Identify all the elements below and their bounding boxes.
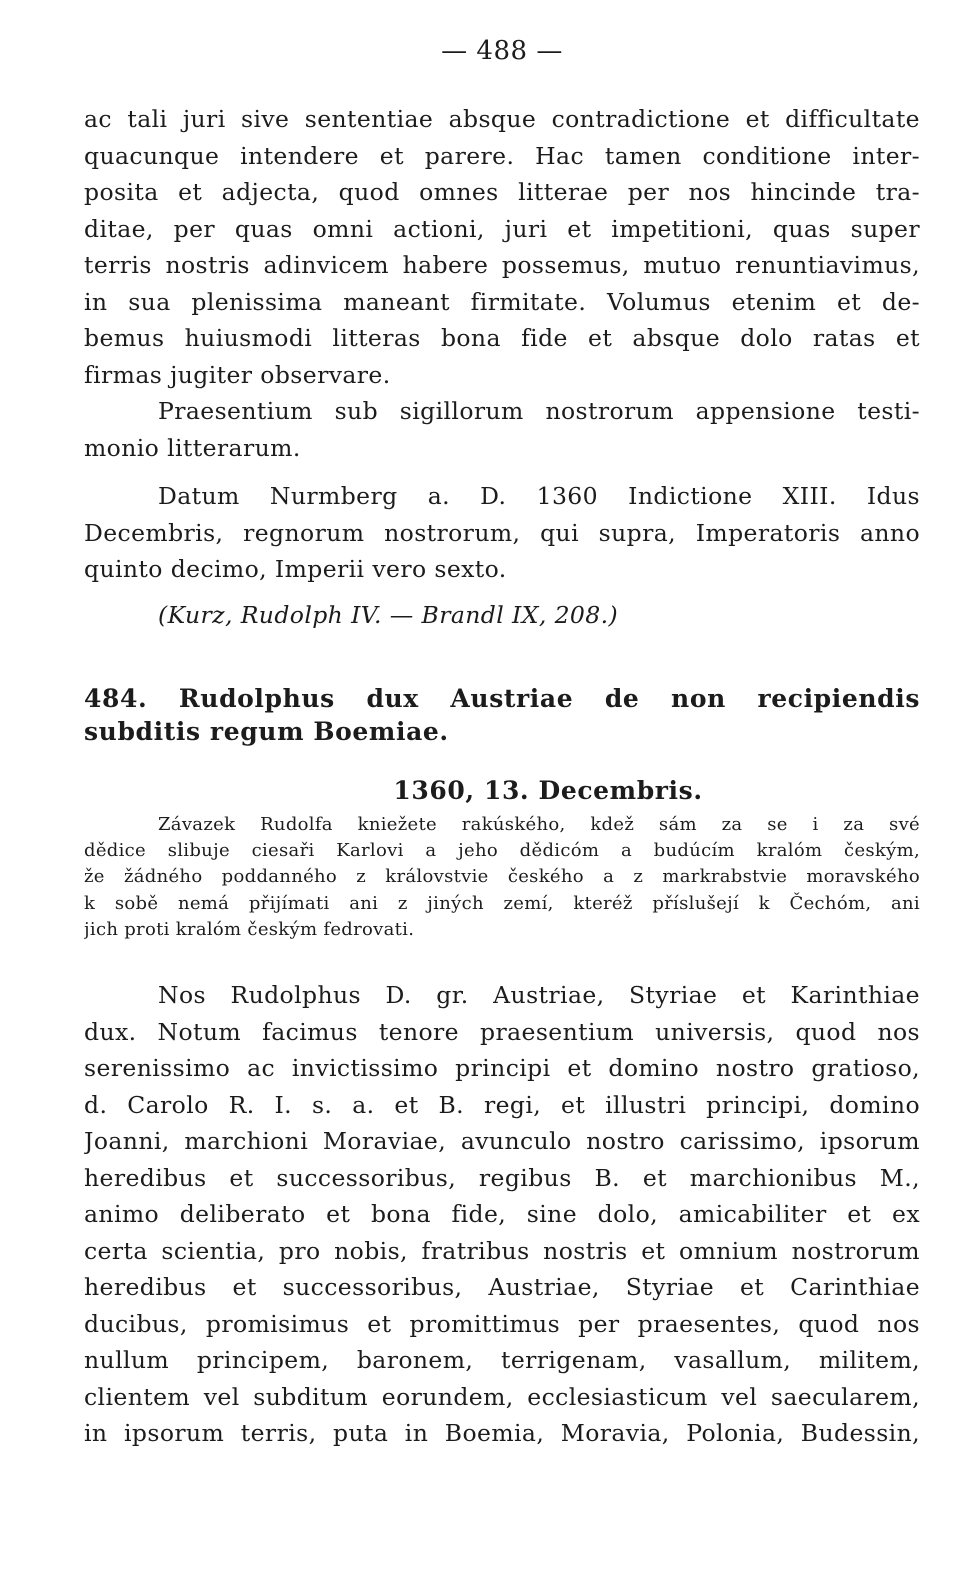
- text-line: heredibus et successoribus, Austriae, Styriae et Carinthiae: [84, 1273, 920, 1301]
- text-line: nullum principem, baronem, terrigenam, vasallum, militem,: [84, 1346, 920, 1374]
- text-line: Nos Rudolphus D. gr. Austriae, Styriae et Karinthiae: [158, 981, 920, 1009]
- text-line: ditae, per quas omni actioni, juri et impetitioni, quas super: [84, 214, 920, 243]
- abstract-line: jich proti kralóm českým fedrovati.: [84, 918, 415, 940]
- text-line: quinto decimo, Imperii vero sexto.: [84, 555, 507, 583]
- abstract-line: Závazek Rudolfa kniežete rakúského, kdež sám za se i za své: [158, 814, 920, 835]
- testimony-paragraph: [84, 393, 920, 466]
- text-line: posita et adjecta, quod omnes litterae per nos hincinde tra-: [84, 178, 920, 206]
- text-line: firmas jugiter observare.: [84, 360, 391, 389]
- text-line: monio litterarum.: [84, 433, 301, 462]
- text-line: serenissimo ac invictissimo principi et domino nostro gratioso,: [84, 1054, 920, 1082]
- text-line: clientem vel subditum eorundem, ecclesiasticum vel saecularem,: [84, 1382, 920, 1411]
- text-line: d. Carolo R. I. s. a. et B. regi, et illustri principi, domino: [84, 1090, 920, 1119]
- abstract-line: k sobě nemá přijímati ani z jiných zemí, kteréž příslušejí k Čechóm, ani: [84, 892, 920, 914]
- text-line: Praesentium sub sigillorum nostrorum appensione testi-: [158, 397, 920, 425]
- text-line: Datum Nurmberg a. D. 1360 Indictione XIII. Idus: [158, 482, 920, 510]
- text-line: heredibus et successoribus, regibus B. et marchionibus M.,: [84, 1163, 920, 1192]
- text-line: ducibus, promisimus et promittimus per praesentes, quod nos: [84, 1309, 920, 1338]
- document-heading: [84, 682, 920, 807]
- citation-line: (Kurz, Rudolph IV. — Brandl IX, 208.): [158, 601, 619, 629]
- book-page: [84, 0, 920, 1579]
- abstract-line: že žádného poddanného z královstvie českého a z markrabstvie moravského: [84, 866, 920, 888]
- czech-abstract: [84, 812, 920, 943]
- text-line: in sua plenissima maneant firmitate. Volumus etenim et de-: [84, 287, 920, 316]
- text-line: bemus huiusmodi litteras bona fide et absque dolo ratas et: [84, 324, 920, 352]
- text-line: in ipsorum terris, puta in Boemia, Moravia, Polonia, Budessin,: [84, 1419, 920, 1447]
- charter-body: [84, 977, 920, 1452]
- text-line: terris nostris adinvicem habere possemus, mutuo renuntiavimus,: [84, 251, 920, 279]
- text-line: dux. Notum facimus tenore praesentium universis, quod nos: [84, 1017, 920, 1046]
- text-line: quacunque intendere et parere. Hac tamen conditione inter-: [84, 141, 920, 170]
- heading-line: subditis regum Boemiae.: [84, 717, 449, 746]
- dating-paragraph: [84, 478, 920, 588]
- text-line: Decembris, regnorum nostrorum, qui supra, Imperatoris anno: [84, 518, 920, 547]
- continuation-paragraph: [84, 101, 920, 393]
- page-number: — 488 —: [441, 36, 563, 66]
- source-citation: [84, 597, 920, 633]
- text-line: certa scientia, pro nobis, fratribus nostris et omnium nostrorum: [84, 1236, 920, 1265]
- heading-line: 484. Rudolphus dux Austriae de non recipiendis: [84, 684, 920, 713]
- document-date: 1360, 13. Decembris.: [393, 776, 703, 805]
- text-line: Joanni, marchioni Moraviae, avunculo nostro carissimo, ipsorum: [84, 1127, 920, 1155]
- text-line: ac tali juri sive sententiae absque contradictione et difficultate: [84, 105, 920, 133]
- abstract-line: dědice slibuje ciesaři Karlovi a jeho dědicóm a budúcím kralóm českým,: [84, 840, 920, 862]
- text-line: animo deliberato et bona fide, sine dolo, amicabiliter et ex: [84, 1200, 920, 1228]
